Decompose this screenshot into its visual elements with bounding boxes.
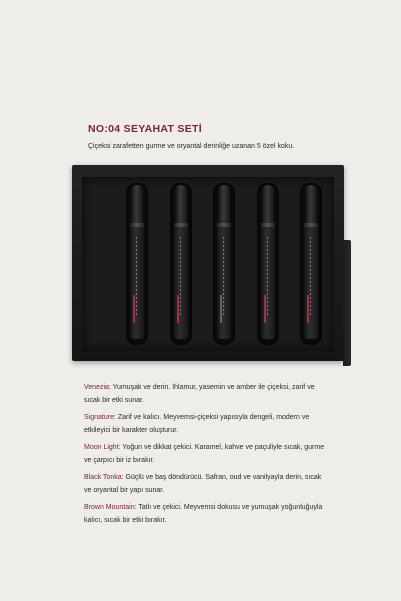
vial-slot bbox=[300, 183, 322, 345]
vial-tray bbox=[82, 177, 334, 351]
vial-slot bbox=[213, 183, 235, 345]
note-brown-mountain bbox=[84, 501, 329, 527]
note-name: Venezia: bbox=[84, 384, 111, 391]
fragrance-notes bbox=[84, 381, 329, 531]
note-text: Yoğun ve dikkat çekici. Karamel, kahve ve paçuliyle sıcak, gurme ve çarpıcı bir iz bırakır. bbox=[84, 444, 325, 464]
perfume-vial bbox=[216, 185, 232, 343]
vial-slot bbox=[126, 183, 148, 345]
perfume-vial bbox=[303, 185, 319, 343]
note-text: Güçlü ve baş döndürücü. Safran, oud ve vanilyayla derin, sıcak ve oryantal bir yapı sunar. bbox=[84, 474, 322, 494]
note-text: Tatlı ve çekici. Meyvemsi dokusu ve yumuşak yoğunluğuyla kalıcı, sıcak bir etki bırakır. bbox=[84, 504, 323, 524]
note-black-tonka bbox=[84, 471, 329, 497]
note-text: Yumuşak ve derin. Ihlamur, yasemin ve amber ile çiçeksi, zarif ve sıcak bir etki sunar. bbox=[84, 384, 315, 404]
perfume-vial bbox=[260, 185, 276, 343]
note-name: Brown Mountain: bbox=[84, 504, 137, 511]
note-name: Black Tonka: bbox=[84, 474, 124, 481]
note-text: Zarif ve kalıcı. Meyvemsi-çiçeksi yapısıyla dengeli, modern ve etkileyici bir karakter oluşturur. bbox=[84, 414, 310, 434]
note-venezia bbox=[84, 381, 329, 407]
vial-slot bbox=[170, 183, 192, 345]
perfume-vial bbox=[129, 185, 145, 343]
note-name: Signature: bbox=[84, 414, 116, 421]
page-subtitle: Çiçeksi zarafetten gurme ve oryantal derinliğe uzanan 5 özel koku. bbox=[88, 143, 295, 150]
gift-box-flap bbox=[343, 240, 351, 366]
vial-slot bbox=[257, 183, 279, 345]
page-title: NO:04 SEYAHAT SETİ bbox=[88, 123, 202, 135]
note-moon-light bbox=[84, 441, 329, 467]
note-name: Moon Light: bbox=[84, 444, 121, 451]
perfume-vial bbox=[173, 185, 189, 343]
note-signature bbox=[84, 411, 329, 437]
